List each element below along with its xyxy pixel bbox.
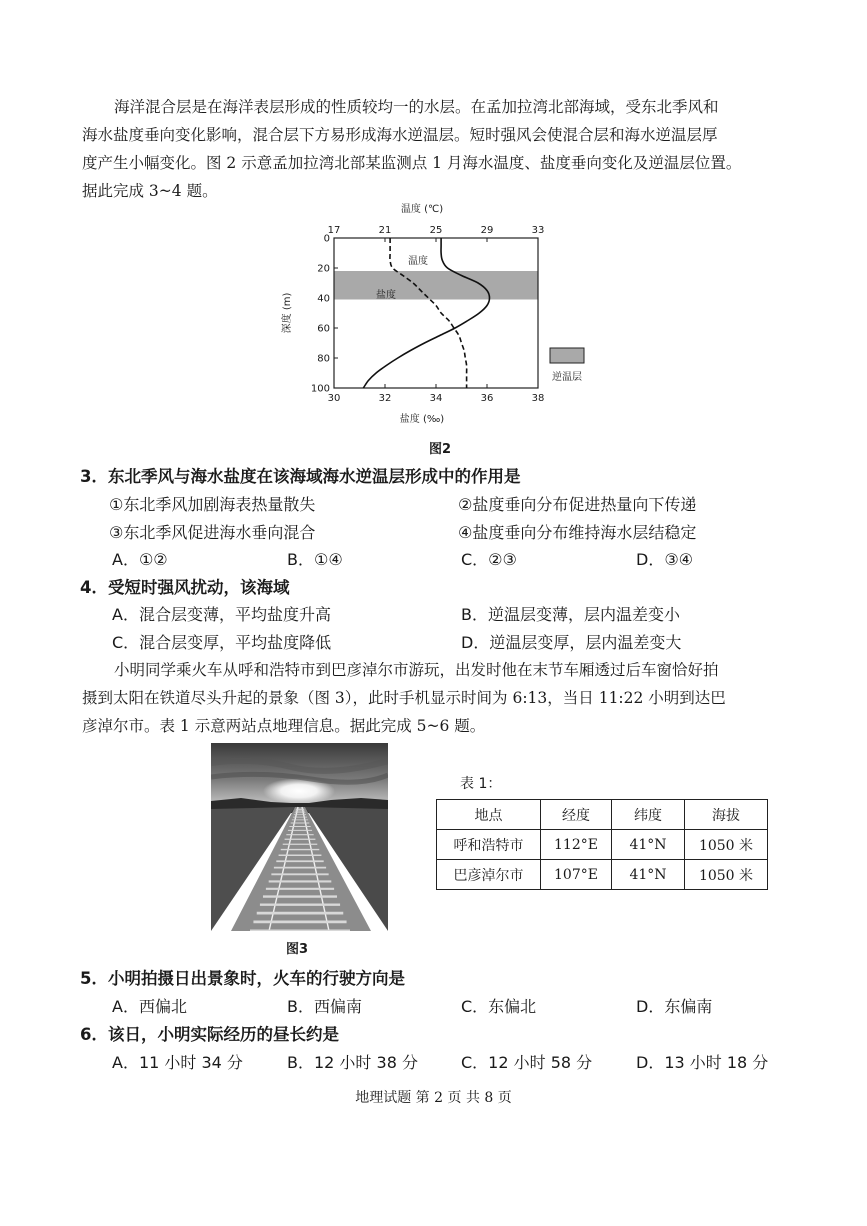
intro-1-line: 海水盐度垂向变化影响，混合层下方易形成海水逆温层。短时强风会使混合层和海水逆温层厚	[82, 126, 718, 144]
inversion-layer-band	[334, 271, 538, 300]
q3-statement-1: ①东北季风加剧海表热量散失	[109, 495, 316, 514]
depth-tick-label: 40	[317, 293, 330, 305]
table-header-cell: 地点	[437, 800, 541, 830]
depth-tick-label: 60	[317, 323, 330, 335]
table-cell: 1050 米	[685, 830, 768, 860]
figure-2-chart	[270, 200, 610, 435]
bottom-tick-label: 36	[480, 393, 494, 404]
q3-option-a[interactable]: A．①②	[112, 550, 168, 569]
question-3-title: 3．东北季风与海水盐度在该海域海水逆温层形成中的作用是	[80, 467, 521, 486]
question-5-title: 5．小明拍摄日出景象时，火车的行驶方向是	[80, 969, 405, 988]
figure-2-caption: 图2	[429, 442, 452, 457]
q4-option-d[interactable]: D．逆温层变厚，层内温差变大	[461, 633, 682, 652]
intro-paragraph-1	[82, 93, 782, 205]
legend-swatch	[550, 348, 584, 363]
q4-option-a[interactable]: A．混合层变薄，平均盐度升高	[112, 605, 331, 624]
depth-tick-label: 80	[317, 353, 330, 365]
question-4-title: 4．受短时强风扰动，该海域	[80, 578, 290, 597]
intro-2-line: 小明同学乘火车从呼和浩特市到巴彦淖尔市游玩，出发时他在末节车厢透过后车窗恰好拍	[114, 661, 719, 679]
depth-tick-label: 100	[310, 383, 330, 395]
table-cell: 巴彦淖尔市	[437, 860, 541, 890]
q3-statement-4: ④盐度垂向分布维持海水层结稳定	[458, 523, 697, 542]
q6-option-b[interactable]: B．12 小时 38 分	[287, 1053, 418, 1072]
question-6-title: 6．该日，小明实际经历的昼长约是	[80, 1025, 339, 1044]
q3-statement-3: ③东北季风促进海水垂向混合	[109, 523, 316, 542]
table-header-cell: 经度	[541, 800, 612, 830]
bottom-tick-label: 38	[531, 393, 545, 404]
intro-2-line: 摄到太阳在铁道尽头升起的景象（图 3），此时手机显示时间为 6:13，当日 11:22 小明到达巴	[82, 689, 726, 707]
q5-option-c[interactable]: C．东偏北	[461, 997, 537, 1016]
table-header-row	[437, 800, 768, 830]
inversion-layer-rect	[334, 271, 538, 300]
temperature-curve-label: 温度	[408, 256, 428, 267]
figure-3-railway-sunrise-photo	[211, 743, 388, 931]
table-cell: 41°N	[612, 860, 685, 890]
depth-tick-label: 20	[317, 263, 330, 275]
bottom-axis-ticks	[328, 384, 545, 404]
top-axis-ticks	[328, 225, 545, 242]
top-tick-label: 33	[531, 225, 545, 236]
intro-1-line: 据此完成 3~4 题。	[82, 182, 218, 200]
top-tick-label: 21	[378, 225, 392, 236]
bottom-tick-label: 32	[378, 393, 392, 404]
q5-option-d[interactable]: D．东偏南	[636, 997, 713, 1016]
figure-3-caption: 图3	[286, 942, 309, 957]
depth-tick-label: 0	[323, 233, 330, 245]
y-axis-label: 深度 (m)	[282, 292, 293, 334]
bottom-tick-label: 34	[429, 393, 443, 404]
q3-statement-2: ②盐度垂向分布促进热量向下传递	[458, 495, 697, 514]
table-row	[437, 860, 768, 890]
intro-paragraph-2	[82, 656, 782, 740]
q6-option-c[interactable]: C．12 小时 58 分	[461, 1053, 593, 1072]
salinity-curve-label: 盐度	[376, 290, 396, 301]
bottom-tick-label: 30	[327, 393, 341, 404]
table-cell: 呼和浩特市	[437, 830, 541, 860]
q5-option-b[interactable]: B．西偏南	[287, 997, 362, 1016]
table-row	[437, 830, 768, 860]
q3-option-b[interactable]: B．①④	[287, 550, 343, 569]
intro-2-line: 彦淖尔市。表 1 示意两站点地理信息。据此完成 5~6 题。	[82, 717, 486, 735]
q5-option-a[interactable]: A．西偏北	[112, 997, 187, 1016]
q6-option-d[interactable]: D．13 小时 18 分	[636, 1053, 769, 1072]
intro-1-line: 海洋混合层是在海洋表层形成的性质较均一的水层。在孟加拉湾北部海域，受东北季风和	[114, 98, 719, 116]
bottom-axis-label: 盐度 (‰)	[399, 414, 445, 425]
top-tick-label: 25	[429, 225, 443, 236]
legend-label: 逆温层	[552, 372, 582, 383]
salinity-curve	[390, 238, 467, 388]
page-footer: 地理试题 第 2 页 共 8 页	[355, 1090, 512, 1106]
q3-option-d[interactable]: D．③④	[636, 550, 694, 569]
table-cell: 41°N	[612, 830, 685, 860]
q3-option-c[interactable]: C．②③	[461, 550, 517, 569]
q4-option-c[interactable]: C．混合层变厚，平均盐度降低	[112, 633, 332, 652]
top-tick-label: 17	[327, 225, 341, 236]
top-tick-label: 29	[480, 225, 494, 236]
table-1-title: 表 1：	[460, 776, 502, 792]
table-cell: 107°E	[541, 860, 612, 890]
table-1	[436, 799, 768, 890]
table-cell: 1050 米	[685, 860, 768, 890]
q4-option-b[interactable]: B．逆温层变薄，层内温差变小	[461, 605, 680, 624]
table-header-cell: 海拔	[685, 800, 768, 830]
q6-option-a[interactable]: A．11 小时 34 分	[112, 1053, 243, 1072]
table-header-cell: 纬度	[612, 800, 685, 830]
table-cell: 112°E	[541, 830, 612, 860]
intro-1-line: 度产生小幅变化。图 2 示意孟加拉湾北部某监测点 1 月海水温度、盐度垂向变化及逆温层位置。	[82, 154, 742, 172]
plot-frame	[334, 238, 538, 388]
top-axis-label: 温度 (℃)	[400, 204, 444, 215]
